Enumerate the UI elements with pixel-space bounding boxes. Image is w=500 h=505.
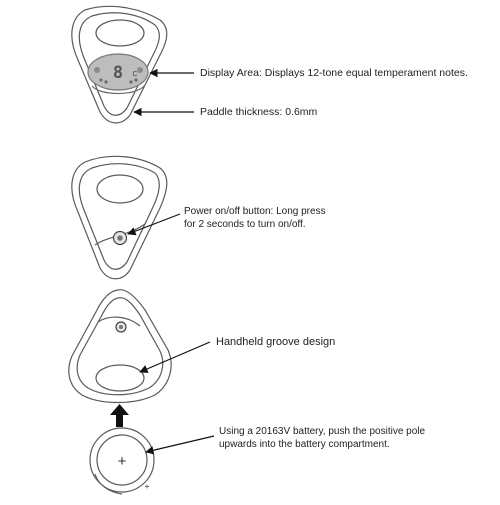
power-button-label-line1: Power on/off button: Long press <box>184 206 326 217</box>
power-button-label <box>184 205 326 231</box>
display-area <box>88 54 148 94</box>
power-button <box>114 232 127 245</box>
tuner-back-inner-edge <box>79 164 159 270</box>
power-button-label-line2: for 2 seconds to turn on/off. <box>184 219 306 231</box>
battery-arrow <box>146 436 214 452</box>
display-note-letter: C <box>132 71 138 78</box>
tuner-front-view <box>72 6 167 123</box>
tuner-groove-view <box>69 290 171 403</box>
groove-screw <box>116 322 126 332</box>
display-left-indicator <box>94 67 100 73</box>
groove-design-label: Handheld groove design <box>216 336 336 348</box>
coin-battery <box>90 428 154 494</box>
paddle-thickness-label: Paddle thickness: 0.6mm <box>200 106 318 118</box>
tuner-top-window <box>96 20 144 46</box>
display-right-indicator <box>137 67 143 73</box>
battery-positive-symbol: + <box>117 453 127 470</box>
power-button-arrow <box>128 214 180 234</box>
battery-instruction-label <box>219 425 425 451</box>
battery-edge-symbol: + <box>144 482 150 491</box>
insert-direction-arrow <box>110 404 129 427</box>
power-button-core <box>117 235 123 241</box>
battery-instruction-line1: Using a 20163V battery, push the positive pole <box>219 426 426 437</box>
display-area-label: Display Area: Displays 12-tone equal temperament notes. <box>200 67 468 79</box>
tuner-back-window <box>97 175 143 203</box>
display-segment-readout: 8 <box>112 63 124 83</box>
tuner-groove-inner-edge <box>77 298 163 395</box>
battery-instruction-line2: upwards into the battery compartment. <box>219 439 390 451</box>
battery-compartment <box>96 365 144 391</box>
tuner-back-view <box>72 156 167 278</box>
groove-design-arrow <box>140 342 210 372</box>
